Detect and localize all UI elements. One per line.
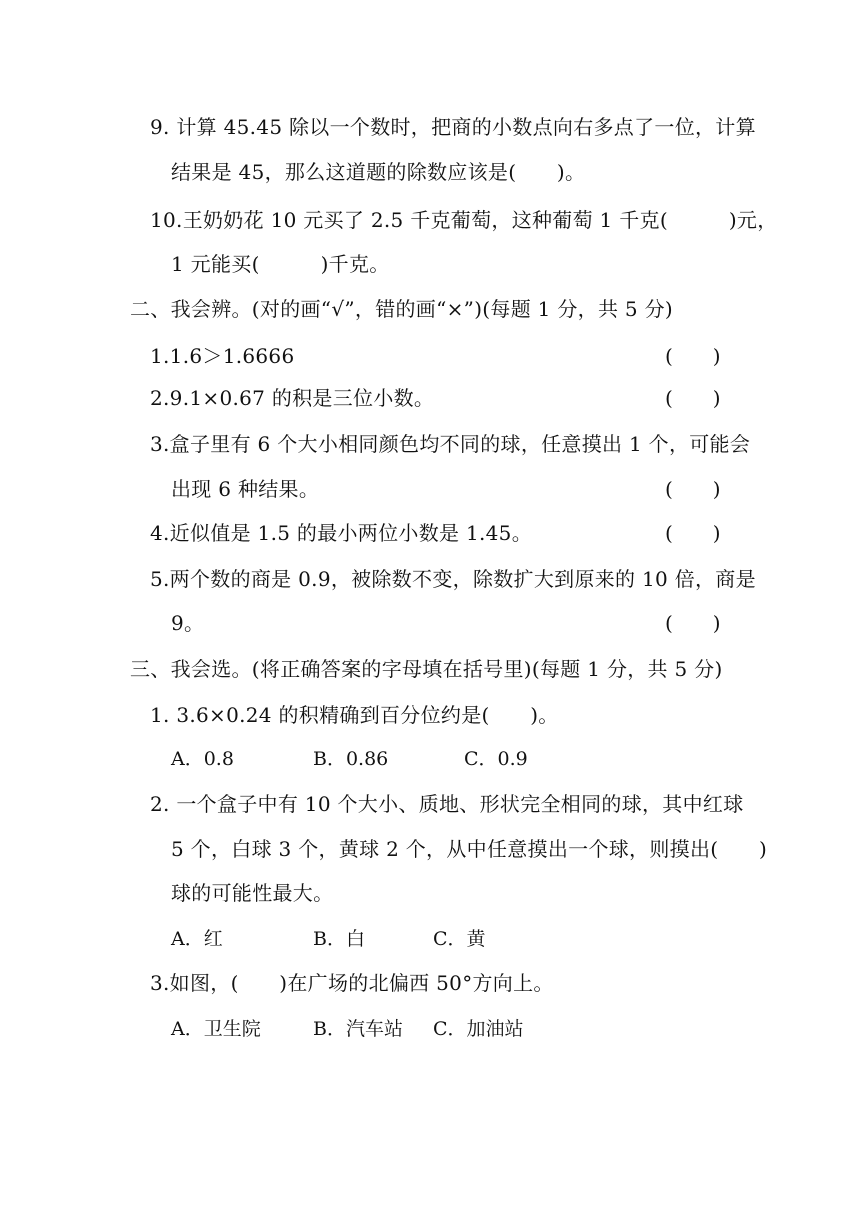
judge-q4-answer-blank[interactable]: ( ) <box>665 521 721 545</box>
q10-line1: 10.王奶奶花 10 元买了 2.5 千克葡萄，这种葡萄 1 千克( )元， <box>150 208 778 232</box>
judge-q3-line1: 3.盒子里有 6 个大小相同颜色均不同的球，任意摸出 1 个，可能会 <box>150 432 751 456</box>
judge-q4: 4.近似值是 1.5 的最小两位小数是 1.45。 <box>150 521 532 545</box>
choice-q1-option-c[interactable]: C．0.9 <box>464 748 528 770</box>
choice-q1-option-a[interactable]: A．0.8 <box>171 748 234 770</box>
q10-line2: 1 元能买( )千克。 <box>171 252 390 276</box>
choice-q2-option-b[interactable]: B．白 <box>313 928 365 950</box>
choice-q2-line2: 5 个，白球 3 个，黄球 2 个，从中任意摸出一个球，则摸出( ) <box>171 837 768 861</box>
choice-q2-option-c[interactable]: C．黄 <box>433 928 486 950</box>
q9-line1: 9. 计算 45.45 除以一个数时，把商的小数点向右多点了一位，计算 <box>150 115 756 139</box>
q9-line2: 结果是 45，那么这道题的除数应该是( )。 <box>171 160 586 184</box>
choice-q3-option-b[interactable]: B．汽车站 <box>313 1018 403 1040</box>
choice-q1-stem: 1. 3.6×0.24 的积精确到百分位约是( )。 <box>150 703 559 727</box>
choice-q3-option-c[interactable]: C．加油站 <box>433 1018 524 1040</box>
judge-q5-line2: 9。 <box>171 611 205 635</box>
judge-q2-answer-blank[interactable]: ( ) <box>665 386 721 410</box>
choice-q2-line1: 2. 一个盒子中有 10 个大小、质地、形状完全相同的球，其中红球 <box>150 792 744 816</box>
choice-q2-option-a[interactable]: A．红 <box>171 928 223 950</box>
choice-q3-stem: 3.如图，( )在广场的北偏西 50°方向上。 <box>150 971 554 995</box>
judge-q5-answer-blank[interactable]: ( ) <box>665 611 721 635</box>
choice-q3-option-a[interactable]: A．卫生院 <box>171 1018 261 1040</box>
judge-q3-answer-blank[interactable]: ( ) <box>665 477 721 501</box>
judge-q5-line1: 5.两个数的商是 0.9，被除数不变，除数扩大到原来的 10 倍，商是 <box>150 567 756 591</box>
part3-heading: 三、我会选。(将正确答案的字母填在括号里)(每题 1 分，共 5 分) <box>130 657 723 681</box>
judge-q1: 1.1.6＞1.6666 <box>150 344 295 368</box>
part2-heading: 二、我会辨。(对的画“√”，错的画“×”)(每题 1 分，共 5 分) <box>130 297 673 321</box>
judge-q2: 2.9.1×0.67 的积是三位小数。 <box>150 386 435 410</box>
choice-q2-line3: 球的可能性最大。 <box>171 881 334 905</box>
choice-q1-option-b[interactable]: B．0.86 <box>313 748 389 770</box>
judge-q3-line2: 出现 6 种结果。 <box>171 477 320 501</box>
judge-q1-answer-blank[interactable]: ( ) <box>665 344 721 368</box>
